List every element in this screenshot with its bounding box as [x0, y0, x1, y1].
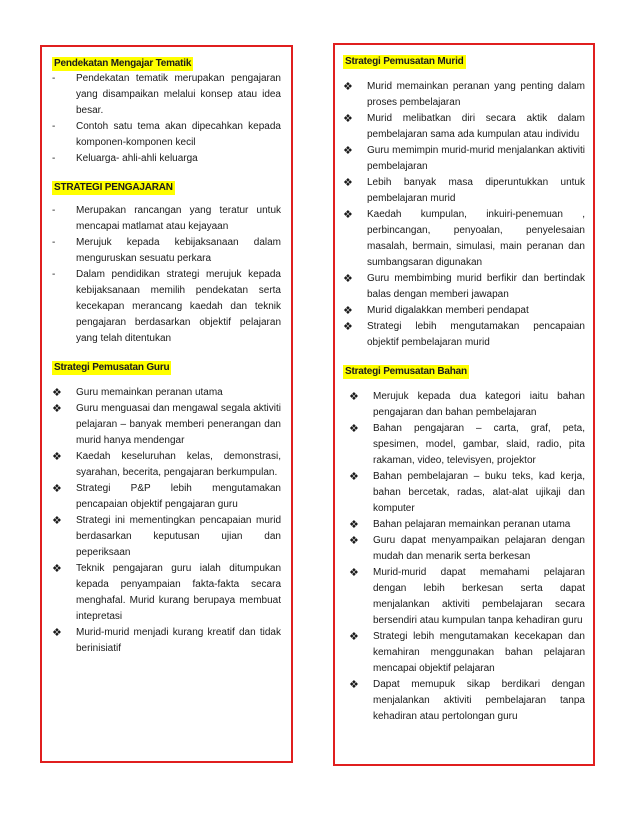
list-item [349, 389, 585, 421]
list-item [349, 421, 585, 469]
list-item [52, 385, 281, 401]
diamond-bullet-icon: ❖ [343, 145, 353, 157]
list-item-text: Guru dapat menyampaikan pelajaran dengan mudah dan menarik serta berkesan [373, 535, 585, 562]
list-item [52, 561, 281, 625]
list-item [343, 319, 585, 351]
list-item-text: Contoh satu tema akan dipecahkan kepada komponen-komponen kecil [76, 121, 281, 148]
list-item-text: Murid-murid menjadi kurang kreatif dan tidak berinisiatif [76, 627, 281, 654]
list-item-text: Guru memimpin murid-murid menjalankan aktiviti pembelajaran [367, 145, 585, 172]
heading-strategi-pengajaran: STRATEGI PENGAJARAN [54, 182, 173, 193]
dash-bullet: - [52, 153, 56, 164]
left-column-panel [40, 45, 293, 763]
list-item [343, 143, 585, 175]
diamond-bullet-icon: ❖ [349, 535, 359, 547]
diamond-bullet-icon: ❖ [343, 209, 353, 221]
list-item-text: Bahan pembelajaran – buku teks, kad kerja, bahan bercetak, radas, alat-alat ujikaji dan komputer [373, 471, 585, 514]
diamond-bullet-icon: ❖ [52, 387, 62, 399]
list-item [52, 513, 281, 561]
list-item-text: Murid-murid dapat memahami pelajaran dengan lebih berkesan serta dapat menjalankan aktiviti pembelajaran secara bersendiri atau kumpulan tanpa kehadiran guru [373, 567, 585, 626]
heading-pendekatan-tematik: Pendekatan Mengajar Tematik [54, 58, 192, 69]
diamond-bullet-icon: ❖ [52, 563, 62, 575]
list-item [349, 677, 585, 725]
list-item [343, 207, 585, 271]
diamond-bullet-icon: ❖ [52, 451, 62, 463]
list-item-text: Strategi ini mementingkan pencapaian murid berdasarkan keputusan ujian dan peperiksaan [76, 515, 281, 558]
list-item [343, 271, 585, 303]
list-item-text: Merujuk kepada kebijaksanaan dalam menguruskan sesuatu perkara [76, 237, 281, 264]
heading-pemusatan-murid: Strategi Pemusatan Murid [345, 56, 464, 67]
list-item-text: Strategi lebih mengutamakan kecekapan dan kemahiran menggunakan bahan pelajaran mencapai objektif pelajaran [373, 631, 585, 674]
dash-bullet: - [52, 269, 56, 280]
list-item-text: Strategi lebih mengutamakan pencapaian objektif pembelajaran murid [367, 321, 585, 348]
diamond-bullet-icon: ❖ [349, 423, 359, 435]
heading-pemusatan-bahan: Strategi Pemusatan Bahan [345, 366, 467, 377]
diamond-bullet-icon: ❖ [343, 273, 353, 285]
section-pemusatan-murid [343, 51, 585, 351]
section-strategi-pengajaran [52, 177, 281, 347]
tematik-list [52, 71, 281, 167]
list-item [349, 629, 585, 677]
list-item-text: Kaedah keseluruhan kelas, demonstrasi, syarahan, becerita, pengajaran berkumpulan. [76, 451, 281, 478]
diamond-bullet-icon: ❖ [52, 483, 62, 495]
list-item [343, 303, 585, 319]
list-item-text: Keluarga- ahli-ahli keluarga [76, 153, 198, 164]
list-item [52, 625, 281, 657]
list-item [52, 203, 281, 235]
list-item-text: Lebih banyak masa diperuntukkan untuk pembelajaran murid [367, 177, 585, 204]
diamond-bullet-icon: ❖ [343, 305, 353, 317]
list-item-text: Guru memainkan peranan utama [76, 387, 223, 398]
list-item [52, 119, 281, 151]
diamond-bullet-icon: ❖ [343, 321, 353, 333]
diamond-bullet-icon: ❖ [349, 391, 359, 403]
list-item-text: Guru membimbing murid berfikir dan bertindak balas dengan memberi jawapan [367, 273, 585, 300]
list-item [349, 565, 585, 629]
list-item [52, 235, 281, 267]
right-column-panel [333, 43, 595, 766]
list-item-text: Dapat memupuk sikap berdikari dengan menjalankan aktiviti pembelajaran tanpa kehadiran atau pertolongan guru [373, 679, 585, 722]
list-item-text: Guru menguasai dan mengawal segala aktiviti pelajaran – banyak memberi penerangan dan murid hanya mendengar [76, 403, 281, 446]
list-item [349, 469, 585, 517]
list-item-text: Murid memainkan peranan yang penting dalam proses pembelajaran [367, 81, 585, 108]
diamond-bullet-icon: ❖ [343, 81, 353, 93]
list-item [349, 533, 585, 565]
list-item [343, 175, 585, 207]
list-item-text: Merujuk kepada dua kategori iaitu bahan pengajaran dan bahan pembelajaran [373, 391, 585, 418]
list-item [52, 401, 281, 449]
dash-bullet: - [52, 73, 56, 84]
list-item-text: Pendekatan tematik merupakan pengajaran yang disampaikan melalui konsep atau idea besar. [76, 73, 281, 116]
dash-bullet: - [52, 237, 56, 248]
diamond-bullet-icon: ❖ [343, 177, 353, 189]
diamond-bullet-icon: ❖ [52, 403, 62, 415]
list-item-text: Murid digalakkan memberi pendapat [367, 305, 529, 316]
diamond-bullet-icon: ❖ [349, 471, 359, 483]
heading-pemusatan-guru: Strategi Pemusatan Guru [54, 362, 170, 373]
diamond-bullet-icon: ❖ [343, 113, 353, 125]
list-item [52, 449, 281, 481]
list-item-text: Bahan pengajaran – carta, graf, peta, spesimen, model, gambar, slaid, radio, pita rakaman, video, televisyen, projektor [373, 423, 585, 466]
list-item-text: Kaedah kumpulan, inkuiri-penemuan , perbincangan, penyoalan, penyelesaian masalah, bermain, simulasi, main peranan dan sumbangsaran digunakan [367, 209, 585, 268]
list-item-text: Dalam pendidikan strategi merujuk kepada kebijaksanaan memilih pendekatan serta kecekapan merancang kaedah dan teknik pengajaran berdasarkan objektif pelajaran yang telah ditentukan [76, 269, 281, 344]
pemusatan-bahan-list [343, 389, 585, 725]
section-tematik [52, 53, 281, 167]
dash-bullet: - [52, 121, 56, 132]
diamond-bullet-icon: ❖ [349, 679, 359, 691]
list-item-text: Murid melibatkan diri secara aktik dalam pembelajaran sama ada kumpulan atau individu [367, 113, 585, 140]
diamond-bullet-icon: ❖ [52, 515, 62, 527]
list-item-text: Strategi P&P lebih mengutamakan pencapaian objektif pengajaran guru [76, 483, 281, 510]
list-item-text: Teknik pengajaran guru ialah ditumpukan kepada penyampaian fakta-fakta secara menghafal. Murid kurang berupaya membuat intepretasi [76, 563, 281, 622]
diamond-bullet-icon: ❖ [349, 519, 359, 531]
dash-bullet: - [52, 205, 56, 216]
pemusatan-guru-list [52, 385, 281, 657]
diamond-bullet-icon: ❖ [349, 631, 359, 643]
list-item [349, 517, 585, 533]
pemusatan-murid-list [343, 79, 585, 351]
list-item [343, 111, 585, 143]
section-pemusatan-guru [52, 357, 281, 657]
list-item-text: Merupakan rancangan yang teratur untuk mencapai matlamat atau kejayaan [76, 205, 281, 232]
diamond-bullet-icon: ❖ [52, 627, 62, 639]
list-item [52, 71, 281, 119]
list-item-text: Bahan pelajaran memainkan peranan utama [373, 519, 571, 530]
list-item [52, 481, 281, 513]
list-item [343, 79, 585, 111]
section-pemusatan-bahan [343, 361, 585, 725]
diamond-bullet-icon: ❖ [349, 567, 359, 579]
list-item [52, 151, 281, 167]
strategi-pengajaran-list [52, 203, 281, 347]
list-item [52, 267, 281, 347]
